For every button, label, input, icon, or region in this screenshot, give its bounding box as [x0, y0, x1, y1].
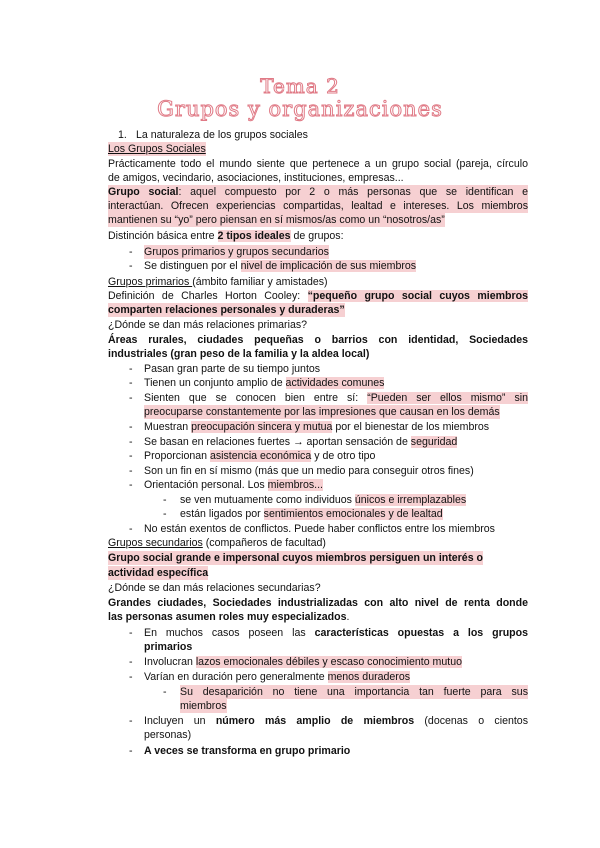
highlight-text: menos duraderos [327, 671, 411, 683]
list-item: Son un fin en sí mismo (más que un medio para conseguir otros fines) [144, 465, 474, 477]
list-item-continuation [144, 640, 192, 654]
bullet-dash: - [129, 465, 133, 477]
text: se ven mutuamente como individuos [180, 494, 355, 506]
text: Muestran [144, 421, 192, 433]
list-item [144, 655, 462, 669]
highlight-text: únicos e irremplazables [354, 494, 467, 506]
text-bold: características opuestas a los grupos [314, 627, 529, 639]
sub-list-item: Su desaparición no tiene una importancia tan fuerte para sus [180, 686, 528, 698]
list-item [144, 478, 323, 492]
definition-line: interactúan. Ofrecen experiencias compartidas, lealtad e intereses. Los miembros [108, 200, 528, 212]
bullet-dash: - [129, 377, 133, 389]
definition-line [108, 551, 483, 565]
list-item: No están exentos de conflictos. Puede haber conflictos entre los miembros [144, 523, 495, 535]
heading-text: Grupos secundarios [108, 537, 203, 549]
answer-line [108, 347, 369, 361]
text: y de otro tipo [311, 450, 376, 462]
text-bold: número más amplio de miembros [215, 715, 415, 727]
distinction-line [108, 229, 344, 243]
highlight-text: sentimientos emocionales y de lealtad [263, 508, 443, 520]
definition-bold: Grupo social grande e impersonal cuyos miembros persiguen un interés o [108, 552, 483, 564]
sub-bullet-dash: - [163, 494, 167, 506]
answer-line [108, 333, 528, 347]
heading-text: Grupos primarios [108, 276, 193, 288]
sub-list-item-continuation: miembros [180, 700, 227, 712]
text: . [346, 611, 350, 623]
section-heading: La naturaleza de los grupos sociales [136, 129, 308, 141]
sub-bullet-dash: - [163, 508, 167, 520]
answer-bold: Áreas rurales, ciudades pequeñas o barrios con identidad, Sociedades [108, 334, 528, 346]
definition-grupo-social [108, 185, 528, 199]
list-item-continuation: preocuparse constantemente por las impresiones que causan en los demás [144, 406, 500, 418]
highlight-text: lazos emocionales débiles y escaso conocimiento mutuo [195, 656, 462, 668]
list-item [144, 391, 528, 405]
text: Se basan en relaciones fuertes → aportan sensación de [144, 436, 411, 448]
text-bold: A veces se transforma en grupo primario [144, 745, 351, 757]
text: Definición de Charles Horton Cooley: [108, 290, 308, 302]
definition-line: mantienen su “yo” pero piensan en sí mismos/as como un “nosotros/as” [108, 214, 445, 226]
definition-text: : aquel compuesto por 2 o más personas que se identifican e [178, 186, 528, 198]
term-bold: 2 tipos ideales [217, 230, 291, 242]
text: Incluyen un [144, 715, 216, 727]
list-item [144, 435, 457, 449]
list-item [144, 420, 489, 434]
text-bold: primarios [144, 641, 193, 653]
highlight-text: nivel de implicación de sus miembros [240, 260, 417, 272]
quote-bold: “pequeño grupo social cuyos miembros [307, 290, 528, 302]
highlight-text: actividades comunes [285, 377, 385, 389]
term-bold: Grupo social [108, 186, 179, 198]
bullet-dash: - [129, 656, 133, 668]
cooley-definition [108, 289, 528, 303]
bullet-dash: - [129, 627, 133, 639]
heading-note: (compañeros de facultad) [202, 537, 326, 549]
paragraph-line: Prácticamente todo el mundo siente que pertenece a un grupo social (pareja, círculo [108, 158, 528, 170]
sub-list-item [180, 493, 466, 507]
topic-number-title: Tema 2 [260, 74, 340, 98]
bullet-dash: - [129, 715, 133, 727]
bullet-dash: - [129, 436, 133, 448]
question: ¿Dónde se dan más relaciones primarias? [108, 319, 308, 331]
list-item [144, 376, 384, 390]
highlight-text: sin [505, 392, 528, 404]
text: Se distinguen por el [144, 260, 241, 272]
definition-bold: actividad específica [108, 567, 209, 579]
list-item [144, 744, 350, 758]
text: por el bienestar de los miembros [332, 421, 490, 433]
list-item: Pasan gran parte de su tiempo juntos [144, 363, 321, 375]
bullet-dash: - [129, 246, 133, 258]
list-item [144, 259, 416, 273]
highlight-text: miembros... [267, 479, 324, 491]
text: Sienten que se conocen bien entre sí: [144, 392, 368, 404]
list-item [144, 714, 528, 728]
highlight-text: seguridad [410, 436, 458, 448]
bullet-dash: - [129, 363, 133, 375]
list-item-continuation: personas) [144, 729, 192, 741]
bullet-dash: - [129, 479, 133, 491]
highlight-text: “Pueden ser ellos mismo” [367, 392, 506, 404]
sub-list-item [180, 507, 443, 521]
quote-line [108, 303, 345, 317]
answer-line [108, 610, 349, 624]
bullet-dash: - [129, 260, 133, 272]
highlight-text: preocupación sincera y mutua [191, 421, 333, 433]
bullet-dash: - [129, 421, 133, 433]
text: Distinción básica entre [108, 230, 218, 242]
section-number: 1. [118, 129, 127, 141]
topic-title: Grupos y organizaciones [157, 97, 443, 121]
highlight-text: asistencia económica [209, 450, 312, 462]
subheading-grupos-sociales: Los Grupos Sociales [108, 143, 206, 155]
bullet-dash: - [129, 392, 133, 404]
subheading-grupos-primarios [108, 275, 328, 289]
bullet-dash: - [129, 523, 133, 535]
text: están ligados por [180, 508, 264, 520]
text: Orientación personal. Los [144, 479, 268, 491]
bullet-dash: - [129, 671, 133, 683]
list-item: Grupos primarios y grupos secundarios [144, 246, 329, 258]
subheading-grupos-secundarios [108, 536, 326, 550]
text: Involucran [144, 656, 196, 668]
text: Varían en duración pero generalmente [144, 671, 328, 683]
answer-bold: Grandes ciudades, Sociedades industrializadas con alto nivel de renta donde [108, 597, 528, 609]
paragraph-line: de amigos, vecindario, asociaciones, instituciones, empresas... [108, 172, 404, 184]
list-item [144, 670, 410, 684]
list-item [144, 626, 528, 640]
text: Proporcionan [144, 450, 210, 462]
text: de grupos: [290, 230, 344, 242]
bullet-dash: - [129, 450, 133, 462]
answer-line [108, 596, 528, 610]
answer-bold: industriales (gran peso de la familia y la aldea local) [108, 348, 370, 360]
bullet-dash: - [129, 745, 133, 757]
text: (docenas o cientos [414, 715, 528, 727]
text: Tienen un conjunto amplio de [144, 377, 286, 389]
text: En muchos casos poseen las [144, 627, 315, 639]
quote-bold: comparten relaciones personales y duraderas” [108, 304, 345, 316]
list-item [144, 449, 375, 463]
sub-bullet-dash: - [163, 686, 167, 698]
answer-bold: las personas asumen roles muy especializados [108, 611, 347, 623]
question: ¿Dónde se dan más relaciones secundarias? [108, 582, 321, 594]
definition-line [108, 566, 208, 580]
heading-note: (ámbito familiar y amistades) [192, 276, 328, 288]
